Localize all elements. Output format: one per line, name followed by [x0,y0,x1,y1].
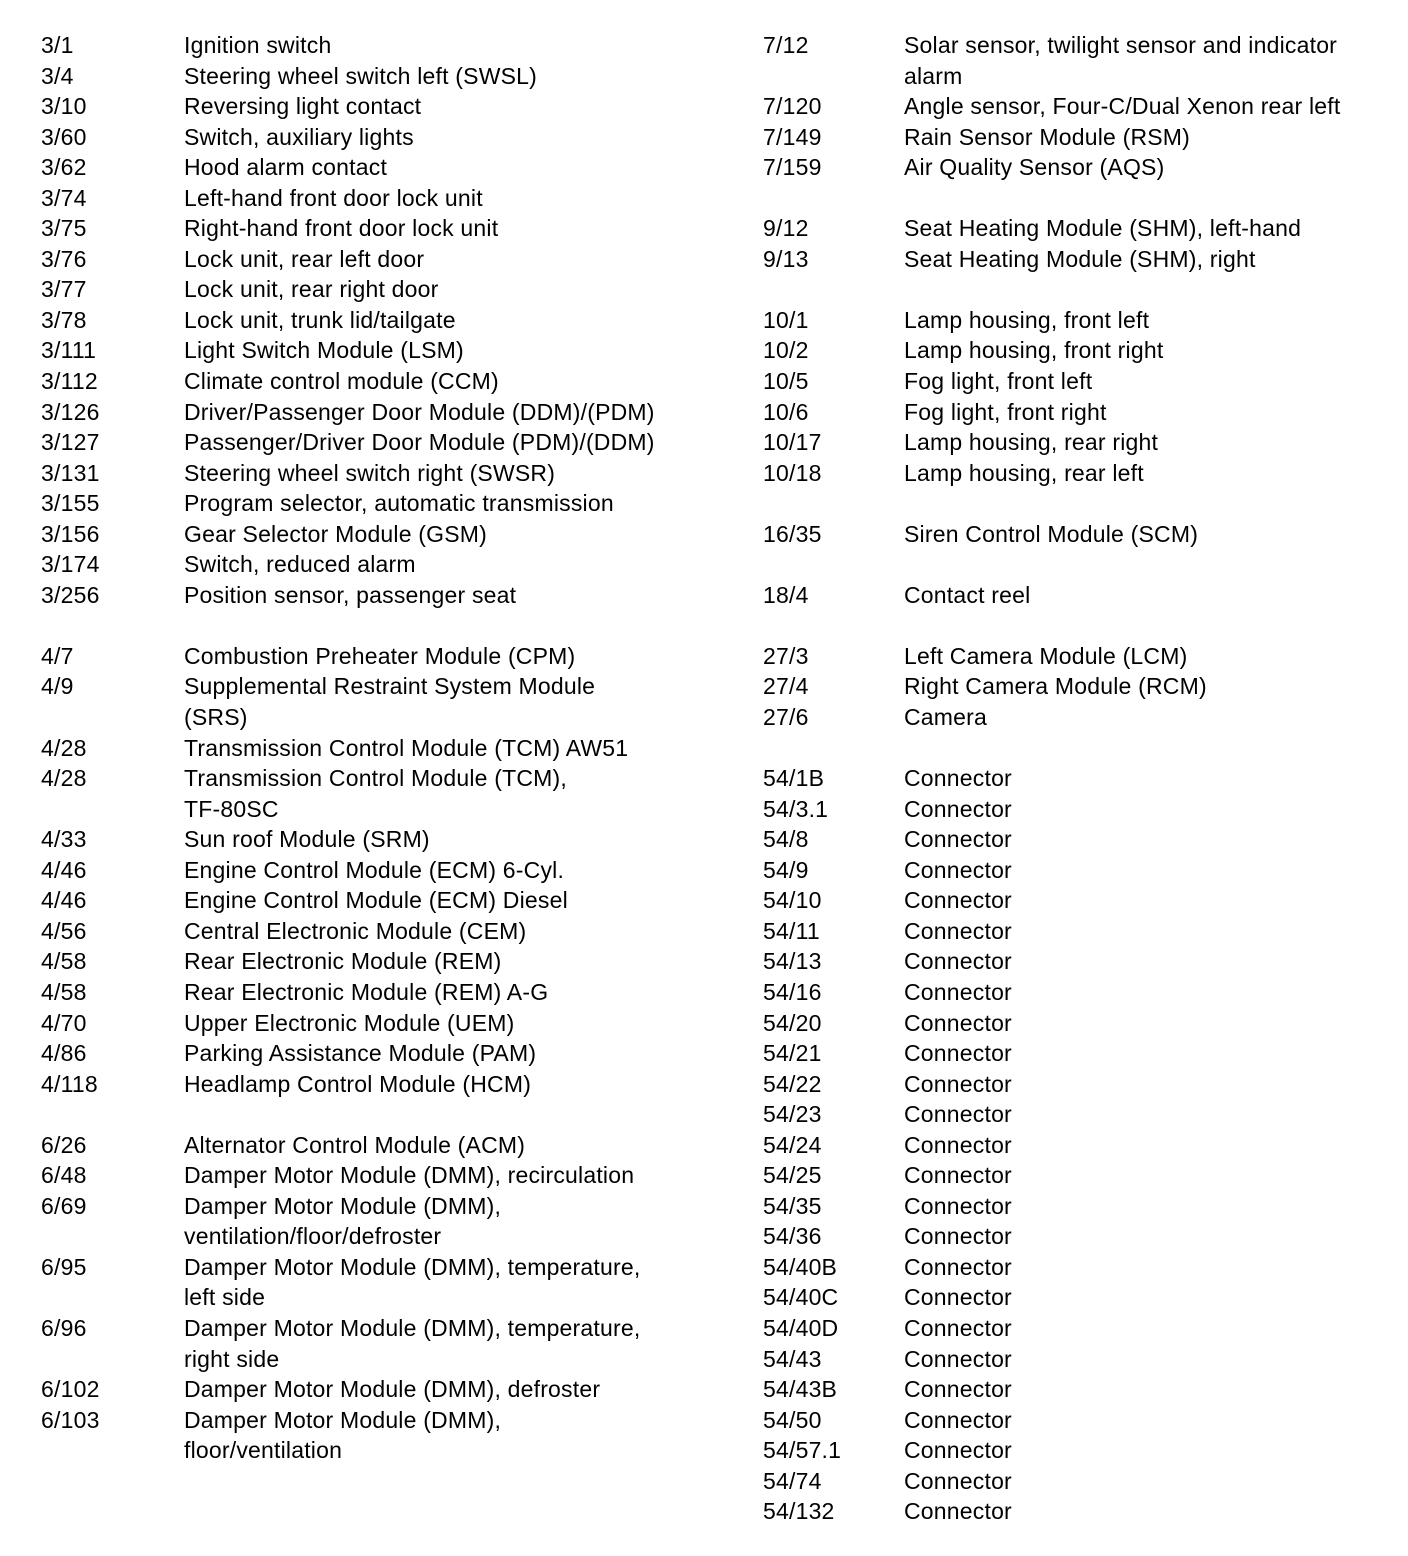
component-row [41,641,721,672]
component-row [41,244,721,275]
component-row [763,641,1393,672]
component-code: 9/13 [763,245,809,272]
component-code: 4/7 [41,642,74,669]
component-code: 16/35 [763,520,822,547]
component-description: Light Switch Module (LSM) [184,337,464,364]
component-description: Connector [904,1101,1012,1128]
component-description: Alternator Control Module (ACM) [184,1131,526,1158]
component-description: Connector [904,887,1012,914]
component-row [41,183,721,214]
component-code: 54/21 [763,1040,822,1067]
component-description: Left-hand front door lock unit [184,184,483,211]
component-code: 54/36 [763,1223,822,1250]
component-row [41,885,721,916]
component-description: Fog light, front right [904,398,1107,425]
component-row [763,458,1393,489]
component-row [763,977,1393,1008]
group-spacer [763,183,1393,214]
component-description: Connector [904,1162,1012,1189]
component-description: Connector [904,1376,1012,1403]
component-description: Steering wheel switch right (SWSR) [184,459,556,486]
component-description: Connector [904,1467,1012,1494]
component-description: Climate control module (CCM) [184,368,499,395]
component-row [763,305,1393,336]
component-description: Connector [904,1253,1012,1280]
component-row [763,335,1393,366]
component-code: 54/25 [763,1162,822,1189]
component-code: 27/6 [763,704,809,731]
component-description: Angle sensor, Four-C/Dual Xenon rear left [904,93,1341,120]
component-code: 4/86 [41,1040,87,1067]
component-description: Parking Assistance Module (PAM) [184,1040,537,1067]
component-description: Connector [904,765,1012,792]
component-row [41,519,721,550]
component-row [41,274,721,305]
component-code: 4/58 [41,978,87,1005]
component-row [763,1252,1393,1283]
component-code: 3/111 [41,337,97,364]
group-spacer [41,1099,721,1130]
component-row [41,1038,721,1069]
component-description: Damper Motor Module (DMM), defroster [184,1376,601,1403]
component-code: 6/26 [41,1131,87,1158]
group-spacer [763,733,1393,764]
component-row [763,1038,1393,1069]
component-description: Air Quality Sensor (AQS) [904,154,1165,181]
component-code: 3/62 [41,154,87,181]
component-code: 3/174 [41,551,100,578]
component-code: 54/13 [763,948,822,975]
component-description: Transmission Control Module (TCM), TF-80SC [184,765,567,822]
component-description: Hood alarm contact [184,154,388,181]
component-code: 27/3 [763,642,809,669]
component-row [763,1405,1393,1436]
component-row [41,733,721,764]
component-code: 10/18 [763,459,822,486]
component-code: 3/155 [41,490,100,517]
component-description: Lamp housing, rear right [904,429,1159,456]
component-code: 3/74 [41,184,87,211]
group-spacer [763,610,1393,641]
component-row [41,61,721,92]
component-row [763,1496,1393,1527]
component-code: 4/46 [41,856,87,883]
component-code: 6/96 [41,1314,87,1341]
group-spacer [41,610,721,641]
component-description: Transmission Control Module (TCM) AW51 [184,734,629,761]
component-code: 3/127 [41,429,100,456]
component-row [41,427,721,458]
component-code: 54/16 [763,978,822,1005]
component-code: 3/4 [41,62,74,89]
component-row [41,366,721,397]
component-description: Rear Electronic Module (REM) [184,948,502,975]
component-row [763,1466,1393,1497]
component-description: Lamp housing, rear left [904,459,1144,486]
component-description: Lock unit, rear left door [184,245,425,272]
group-spacer [763,274,1393,305]
component-description: Connector [904,795,1012,822]
component-description: Switch, reduced alarm [184,551,416,578]
component-row [763,916,1393,947]
component-list-right-column [763,30,1393,1527]
component-description: Contact reel [904,581,1031,608]
component-row [41,30,721,61]
component-code: 3/156 [41,520,100,547]
component-description: Engine Control Module (ECM) Diesel [184,887,568,914]
component-row [41,946,721,977]
component-code: 54/23 [763,1101,822,1128]
component-description: Driver/Passenger Door Module (DDM)/(PDM) [184,398,655,425]
component-description: Connector [904,1009,1012,1036]
component-row [41,213,721,244]
component-description: Siren Control Module (SCM) [904,520,1199,547]
component-description: Gear Selector Module (GSM) [184,520,488,547]
component-code: 10/2 [763,337,809,364]
component-code: 54/10 [763,887,822,914]
component-description: Lamp housing, front right [904,337,1164,364]
component-code: 54/74 [763,1467,822,1494]
component-description: Damper Motor Module (DMM), recirculation [184,1162,635,1189]
component-description: Damper Motor Module (DMM), floor/ventilation [184,1406,502,1464]
component-row [763,1160,1393,1191]
component-description: Engine Control Module (ECM) 6-Cyl. [184,856,565,883]
component-description: Right-hand front door lock unit [184,215,499,242]
component-description: Connector [904,978,1012,1005]
component-code: 10/6 [763,398,809,425]
component-description: Ignition switch [184,32,332,58]
component-row [41,1160,721,1191]
component-description: Sun roof Module (SRM) [184,826,430,853]
component-row [763,946,1393,977]
component-row [763,213,1393,244]
component-description: Central Electronic Module (CEM) [184,917,527,944]
component-code: 3/60 [41,123,87,150]
component-row [41,1405,721,1466]
component-code: 4/118 [41,1070,98,1097]
component-code: 3/10 [41,93,87,120]
component-row [41,855,721,886]
component-description: Solar sensor, twilight sensor and indicator alarm [904,32,1338,89]
component-code: 4/28 [41,734,87,761]
component-row [41,397,721,428]
component-code: 3/256 [41,581,100,608]
component-description: Steering wheel switch left (SWSL) [184,62,538,89]
component-code: 4/46 [41,887,87,914]
component-row [763,1191,1393,1222]
component-row [41,1374,721,1405]
component-row [763,1435,1393,1466]
component-code: 3/1 [41,32,74,58]
component-row [763,91,1393,122]
component-row [41,1252,721,1313]
component-code: 6/95 [41,1253,87,1280]
component-code: 4/56 [41,917,87,944]
component-code: 3/76 [41,245,87,272]
component-row [41,305,721,336]
component-description: Headlamp Control Module (HCM) [184,1070,532,1097]
component-row [41,671,721,732]
component-description: Damper Motor Module (DMM), temperature, right side [184,1314,641,1372]
component-row [763,122,1393,153]
component-code: 4/9 [41,673,74,700]
component-row [763,427,1393,458]
component-description: Connector [904,1406,1012,1433]
component-description: Program selector, automatic transmission [184,490,614,517]
component-row [763,824,1393,855]
component-description: Connector [904,856,1012,883]
group-spacer [763,549,1393,580]
component-code: 10/17 [763,429,822,456]
component-code: 6/102 [41,1376,100,1403]
component-row [41,916,721,947]
component-row [41,488,721,519]
component-row [763,794,1393,825]
component-code: 54/57.1 [763,1437,842,1464]
component-row [763,244,1393,275]
component-list-left-column [41,30,721,1466]
group-spacer [763,488,1393,519]
component-code: 54/43 [763,1345,822,1372]
component-description: Connector [904,948,1012,975]
component-description: Connector [904,1131,1012,1158]
component-description: Switch, auxiliary lights [184,123,414,150]
component-row [41,122,721,153]
component-row [41,763,721,824]
component-code: 6/103 [41,1406,100,1433]
component-description: Reversing light contact [184,93,422,120]
component-description: Connector [904,826,1012,853]
component-description: Connector [904,1223,1012,1250]
component-code: 3/126 [41,398,100,425]
component-description: Lock unit, trunk lid/tailgate [184,306,456,333]
component-code: 3/112 [41,368,98,395]
component-row [41,549,721,580]
component-description: Combustion Preheater Module (CPM) [184,642,576,669]
component-row [763,855,1393,886]
component-code: 7/12 [763,32,809,58]
component-description: Damper Motor Module (DMM), temperature, left side [184,1253,641,1311]
component-description: Connector [904,1070,1012,1097]
component-code: 54/40B [763,1253,838,1280]
component-description: Upper Electronic Module (UEM) [184,1009,515,1036]
component-description: Passenger/Driver Door Module (PDM)/(DDM) [184,429,655,456]
component-row [763,1130,1393,1161]
component-row [41,1008,721,1039]
component-code: 7/159 [763,154,822,181]
component-code: 54/8 [763,826,809,853]
component-description: Connector [904,1284,1012,1311]
component-description: Lamp housing, front left [904,306,1150,333]
component-description: Supplemental Restraint System Module (SRS) [184,673,596,731]
component-description: Right Camera Module (RCM) [904,673,1207,700]
component-row [41,1191,721,1252]
component-description: Rain Sensor Module (RSM) [904,123,1191,150]
component-code: 54/40C [763,1284,839,1311]
component-row [41,1069,721,1100]
component-row [763,1344,1393,1375]
component-row [41,1130,721,1161]
component-code: 54/1B [763,765,825,792]
component-row [41,580,721,611]
component-code: 3/77 [41,276,87,303]
component-description: Seat Heating Module (SHM), right [904,245,1256,272]
component-code: 54/43B [763,1376,838,1403]
component-code: 3/131 [41,459,100,486]
component-code: 54/11 [763,917,820,944]
component-row [41,824,721,855]
component-row [41,458,721,489]
component-code: 10/1 [763,306,809,333]
component-row [763,580,1393,611]
component-row [763,519,1393,550]
component-row [763,366,1393,397]
component-row [763,671,1393,702]
component-description: Fog light, front left [904,368,1093,395]
component-row [41,335,721,366]
component-description: Seat Heating Module (SHM), left-hand [904,215,1302,242]
component-row [763,30,1393,91]
component-row [41,91,721,122]
component-code: 7/149 [763,123,822,150]
component-code: 4/28 [41,765,87,792]
component-code: 54/35 [763,1192,822,1219]
component-description: Connector [904,1345,1012,1372]
component-description: Connector [904,1498,1012,1525]
component-row [763,702,1393,733]
component-code: 54/22 [763,1070,822,1097]
component-code: 4/58 [41,948,87,975]
component-description: Left Camera Module (LCM) [904,642,1188,669]
component-description: Connector [904,917,1012,944]
component-code: 6/48 [41,1162,87,1189]
component-code: 54/50 [763,1406,822,1433]
component-code: 54/24 [763,1131,822,1158]
component-row [41,1313,721,1374]
component-row [763,152,1393,183]
component-code: 4/70 [41,1009,87,1036]
component-description: Damper Motor Module (DMM), ventilation/floor/defroster [184,1192,502,1250]
component-code: 27/4 [763,673,809,700]
component-row [763,1221,1393,1252]
component-description: Rear Electronic Module (REM) A-G [184,978,549,1005]
component-code: 3/78 [41,306,87,333]
component-code: 54/20 [763,1009,822,1036]
component-code: 7/120 [763,93,822,120]
component-description: Lock unit, rear right door [184,276,439,303]
component-description: Connector [904,1314,1012,1341]
component-row [41,977,721,1008]
component-code: 9/12 [763,215,809,242]
component-row [763,397,1393,428]
component-code: 54/9 [763,856,809,883]
component-code: 54/3.1 [763,795,829,822]
component-description: Connector [904,1040,1012,1067]
component-code: 3/75 [41,215,87,242]
component-description: Camera [904,704,988,731]
component-row [763,1282,1393,1313]
component-row [763,763,1393,794]
component-row [763,1069,1393,1100]
component-code: 54/132 [763,1498,835,1525]
component-row [763,1374,1393,1405]
component-row [41,152,721,183]
component-code: 6/69 [41,1192,87,1219]
component-row [763,885,1393,916]
component-code: 10/5 [763,368,809,395]
component-row [763,1008,1393,1039]
component-code: 18/4 [763,581,809,608]
component-row [763,1313,1393,1344]
component-code: 4/33 [41,826,87,853]
component-description: Connector [904,1192,1012,1219]
component-code: 54/40D [763,1314,839,1341]
component-description: Position sensor, passenger seat [184,581,517,608]
component-row [763,1099,1393,1130]
component-description: Connector [904,1437,1012,1464]
